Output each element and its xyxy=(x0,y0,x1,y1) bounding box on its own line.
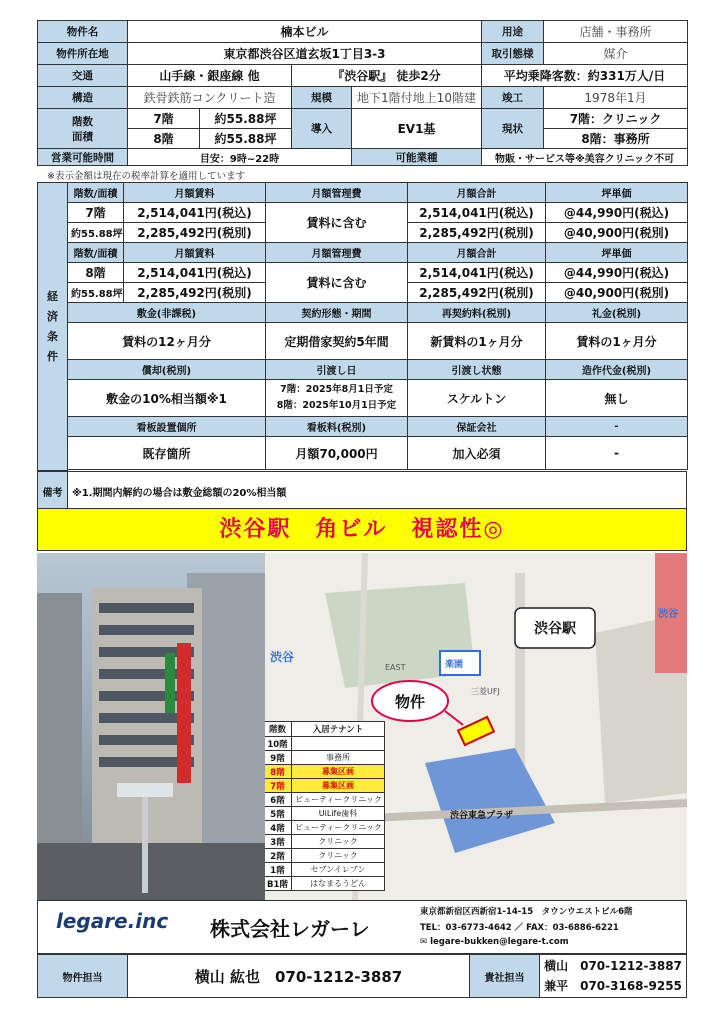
label-transport: 交通 xyxy=(38,65,128,87)
building-illustration xyxy=(37,553,265,900)
remarks-label: 備考 xyxy=(38,472,68,512)
label-floors-area xyxy=(38,109,128,149)
tenant-floor: 6階 xyxy=(265,793,292,807)
scale: 地下1階付地上10階建 xyxy=(352,87,482,109)
tenant-floor: 8階 xyxy=(265,765,292,779)
side-char: 件 xyxy=(47,349,58,363)
map-gakuen-label: 楽園 xyxy=(445,660,464,670)
row7-rent-in: 2,514,041円(税込) xyxy=(124,203,266,223)
property-address: 東京都渋谷区道玄坂1丁目3-3 xyxy=(128,43,482,65)
map-property-label: 物件 xyxy=(394,693,425,711)
area-map xyxy=(265,553,687,900)
structure: 鉄骨鉄筋コンクリート造 xyxy=(128,87,292,109)
tenant-row xyxy=(265,737,385,751)
map-station-label: 渋谷駅 xyxy=(534,621,576,637)
row7-unit-ex: @40,900円(税別) xyxy=(546,223,688,243)
delivery-7: 7階：2025年8月1日予定 xyxy=(280,384,393,395)
company-footer xyxy=(37,900,687,954)
label-area: 面積 xyxy=(72,130,93,143)
tenant-floor: 2階 xyxy=(265,849,292,863)
h-mgmt: 月額管理費 xyxy=(266,183,408,203)
row7-rent-ex: 2,285,492円(税別) xyxy=(124,223,266,243)
delivery-8: 8階：2025年10月1日予定 xyxy=(276,400,397,411)
tenant-floor: 7階 xyxy=(265,779,292,793)
tenant-row xyxy=(265,835,385,849)
passenger-count: 平均乗降客数：約331万人/日 xyxy=(482,65,688,87)
h-delivery: 引渡し日 xyxy=(266,360,408,380)
property-name: 楠本ビル xyxy=(128,21,482,43)
delivery-condition: スケルトン xyxy=(408,380,546,417)
guarantee-company: 加入必須 xyxy=(408,437,546,470)
row8-rent-ex: 2,285,492円(税別) xyxy=(124,283,266,303)
row8-floor: 8階 xyxy=(68,263,124,283)
sign-location: 既存箇所 xyxy=(68,437,266,470)
map-plaza-label: 渋谷東急プラザ xyxy=(450,811,514,821)
label-floors: 階数 xyxy=(72,115,93,128)
tenant-floor: 1階 xyxy=(265,863,292,877)
remarks-table xyxy=(37,471,687,512)
row7-area: 約55.88坪 xyxy=(68,223,124,243)
tenant-row xyxy=(265,793,385,807)
train-lines: 山手線・銀座線 他 xyxy=(128,65,292,87)
company-tel-fax: TEL：03-6773-4642 ／ FAX：03-6886-6221 xyxy=(420,923,619,933)
tenant-row xyxy=(265,877,385,891)
row7-mgmt: 賃料に含む xyxy=(266,203,408,243)
label-hours: 営業可能時間 xyxy=(38,149,128,166)
h-unit: 坪単価 xyxy=(546,243,688,263)
agent-contact-1: 横山 070-1212-3887 xyxy=(544,959,682,973)
tenant-floor: 4階 xyxy=(265,821,292,835)
property-use: 店舗・事務所 xyxy=(544,21,688,43)
station-access: 『渋谷駅』 徒歩2分 xyxy=(292,65,482,87)
remarks-text: ※1.期間内解約の場合は敷金総額の20%相当額 xyxy=(68,472,687,512)
renewal-fee: 新賃料の1ヶ月分 xyxy=(408,323,546,360)
amortization: 敷金の10%相当額※1 xyxy=(68,380,266,417)
property-sheet xyxy=(37,20,687,512)
map-mufg-label: 三菱UFJ xyxy=(471,687,500,696)
h-amort: 償却(税別) xyxy=(68,360,266,380)
h-total: 月額合計 xyxy=(408,183,546,203)
row7-floor: 7階 xyxy=(68,203,124,223)
blank-value: - xyxy=(546,437,688,470)
tenant-h-floor: 階数 xyxy=(265,722,292,737)
h-fee: 造作代金(税別) xyxy=(546,360,688,380)
tenant-name: クリニック xyxy=(292,835,385,849)
h-total: 月額合計 xyxy=(408,243,546,263)
tenant-table xyxy=(265,721,385,891)
label-trade: 可能業種 xyxy=(352,149,482,166)
row8-mgmt: 賃料に含む xyxy=(266,263,408,303)
tenant-name: ビューティークリニック xyxy=(292,821,385,835)
row7-unit-in: @44,990円(税込) xyxy=(546,203,688,223)
status-7: 7階：クリニック xyxy=(544,109,688,129)
h-rent: 月額賃料 xyxy=(124,243,266,263)
tenant-row xyxy=(265,863,385,877)
agent-contact-2: 兼平 070-3168-9255 xyxy=(544,979,682,993)
permitted-trade: 物販・サービス等※美容クリニック不可 xyxy=(482,149,688,166)
deal-type: 媒介 xyxy=(544,43,688,65)
tenant-h-name: 入居テナント xyxy=(292,722,385,737)
area-7: 約55.88坪 xyxy=(200,109,292,129)
building-photo xyxy=(37,553,265,900)
side-char: 済 xyxy=(47,309,58,323)
label-status: 現状 xyxy=(482,109,544,149)
property-contact: 横山 紘也 070-1212-3887 xyxy=(128,955,470,998)
h-rent: 月額賃料 xyxy=(124,183,266,203)
sign-fee: 月額70,000円 xyxy=(266,437,408,470)
economic-conditions-table xyxy=(37,182,688,471)
h-floor: 階数/面積 xyxy=(68,243,124,263)
label-agent-contact: 貴社担当 xyxy=(470,955,540,998)
row7-total-in: 2,514,041円(税込) xyxy=(408,203,546,223)
map-east-label: EAST xyxy=(385,663,406,672)
row8-total-ex: 2,285,492円(税別) xyxy=(408,283,546,303)
row8-unit-ex: @40,900円(税別) xyxy=(546,283,688,303)
h-deposit: 敷金(非課税) xyxy=(68,303,266,323)
tenant-name: セブンイレブン xyxy=(292,863,385,877)
tenant-row xyxy=(265,751,385,765)
agent-contacts xyxy=(540,955,687,998)
tenant-row xyxy=(265,807,385,821)
h-floor: 階数/面積 xyxy=(68,183,124,203)
company-email-row xyxy=(420,937,569,947)
business-hours: 目安：9時~22時 xyxy=(128,149,352,166)
tenant-row xyxy=(265,779,385,793)
tenant-row xyxy=(265,849,385,863)
label-address: 物件所在地 xyxy=(38,43,128,65)
h-sign: 看板設置個所 xyxy=(68,417,266,437)
label-deal: 取引態様 xyxy=(482,43,544,65)
tenant-name: 募集区画 xyxy=(292,765,385,779)
tenant-name: クリニック xyxy=(292,849,385,863)
tenant-rows xyxy=(265,737,385,891)
key-money: 賃料の1ヶ月分 xyxy=(546,323,688,360)
side-char: 経 xyxy=(47,289,58,303)
row8-area: 約55.88坪 xyxy=(68,283,124,303)
h-mgmt: 月額管理費 xyxy=(266,243,408,263)
company-email[interactable]: legare-bukken@legare-t.com xyxy=(430,937,569,947)
company-address: 東京都新宿区西新宿1-14-15 タウンウエストビル6階 xyxy=(420,907,633,917)
tenant-name: ビューティークリニック xyxy=(292,793,385,807)
mail-icon: ✉ xyxy=(420,937,431,947)
property-info-table xyxy=(37,20,688,166)
label-use: 用途 xyxy=(482,21,544,43)
company-name: 株式会社レガーレ xyxy=(210,917,370,941)
row7-total-ex: 2,285,492円(税別) xyxy=(408,223,546,243)
row8-unit-in: @44,990円(税込) xyxy=(546,263,688,283)
row8-rent-in: 2,514,041円(税込) xyxy=(124,263,266,283)
tax-note: ※表示金額は現在の税率計算を適用しています xyxy=(47,171,245,182)
tenant-floor: 3階 xyxy=(265,835,292,849)
contract: 定期借家契約5年間 xyxy=(266,323,408,360)
label-name: 物件名 xyxy=(38,21,128,43)
h-key: 礼金(税別) xyxy=(546,303,688,323)
tenant-row xyxy=(265,765,385,779)
h-signfee: 看板料(税別) xyxy=(266,417,408,437)
h-contract: 契約形態・期間 xyxy=(266,303,408,323)
tenant-name: 事務所 xyxy=(292,751,385,765)
label-built: 竣工 xyxy=(482,87,544,109)
label-intro: 導入 xyxy=(292,109,352,149)
econ-side-label xyxy=(38,183,68,471)
area-8: 約55.88坪 xyxy=(200,129,292,149)
floor-7: 7階 xyxy=(128,109,200,129)
tenant-name: 募集区画 xyxy=(292,779,385,793)
map-shibuya-label: 渋谷 xyxy=(270,650,295,664)
tenant-floor: B1階 xyxy=(265,877,292,891)
tenant-floor: 9階 xyxy=(265,751,292,765)
deposit: 賃料の12ヶ月分 xyxy=(68,323,266,360)
side-char: 条 xyxy=(47,329,58,343)
floor-8: 8階 xyxy=(128,129,200,149)
tenant-floor: 10階 xyxy=(265,737,292,751)
h-guarantee: 保証会社 xyxy=(408,417,546,437)
tenant-name: UiLife歯科 xyxy=(292,807,385,821)
label-structure: 構造 xyxy=(38,87,128,109)
tenant-name: はなまるうどん xyxy=(292,877,385,891)
elevator: EV1基 xyxy=(352,109,482,149)
tenant-row xyxy=(265,821,385,835)
company-logo: legare.inc xyxy=(56,909,169,933)
delivery-dates xyxy=(266,380,408,417)
map-shibuya-right-label: 渋谷 xyxy=(658,609,678,620)
h-unit: 坪単価 xyxy=(546,183,688,203)
built-date: 1978年1月 xyxy=(544,87,688,109)
label-property-contact: 物件担当 xyxy=(38,955,128,998)
tenant-floor: 5階 xyxy=(265,807,292,821)
h-blank: - xyxy=(546,417,688,437)
row8-total-in: 2,514,041円(税込) xyxy=(408,263,546,283)
fixture-fee: 無し xyxy=(546,380,688,417)
headline-banner: 渋谷駅 角ビル 視認性◎ xyxy=(37,508,687,551)
h-renew: 再契約料(税別) xyxy=(408,303,546,323)
tenant-name xyxy=(292,737,385,751)
h-cond: 引渡し状態 xyxy=(408,360,546,380)
contact-table xyxy=(37,954,687,998)
label-scale: 規模 xyxy=(292,87,352,109)
status-8: 8階：事務所 xyxy=(544,129,688,149)
